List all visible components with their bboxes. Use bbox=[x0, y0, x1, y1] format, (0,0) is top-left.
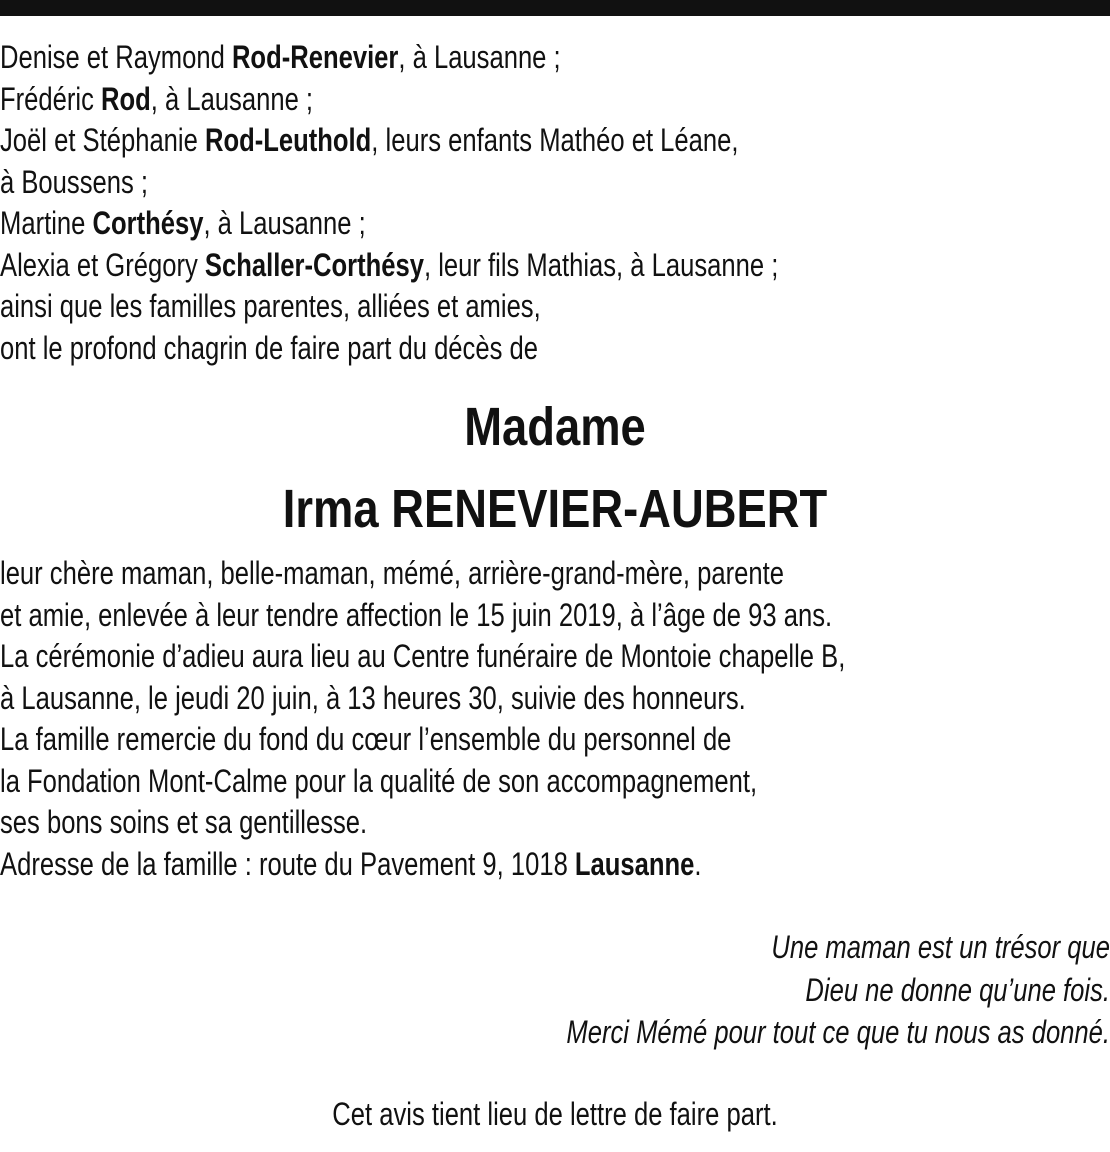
family-text: , leur fils Mathias, à Lausanne ; bbox=[423, 246, 779, 283]
details-line: la Fondation Mont-Calme pour la qualité de son accompagnement, bbox=[0, 762, 758, 799]
family-text: , à Lausanne ; bbox=[203, 205, 366, 241]
deceased-name: Irma RENEVIER-AUBERT bbox=[282, 479, 828, 539]
family-text: , à Lausanne ; bbox=[150, 80, 314, 117]
deceased-heading bbox=[0, 386, 1110, 550]
family-line: ont le profond chagrin de faire part du décès de bbox=[0, 329, 538, 366]
address-text: Adresse de la famille : route du Pavement 9, 1018 bbox=[0, 845, 575, 882]
notice-details bbox=[0, 553, 1110, 885]
deceased-title: Madame bbox=[464, 397, 646, 457]
family-surname: Corthésy bbox=[92, 205, 204, 241]
family-text: , à Lausanne ; bbox=[398, 39, 561, 75]
family-address-line bbox=[0, 844, 888, 886]
family-surname: Rod-Leuthold bbox=[204, 122, 372, 158]
family-text: , leurs enfants Mathéo et Léane, bbox=[371, 122, 739, 158]
family-line bbox=[0, 203, 888, 245]
quote-line: Merci Mémé pour tout ce que tu nous as donné. bbox=[566, 1014, 1110, 1050]
family-text: Frédéric bbox=[0, 80, 101, 117]
family-text: Alexia et Grégory bbox=[0, 246, 205, 283]
details-line: ses bons soins et sa gentillesse. bbox=[0, 804, 368, 840]
details-line: leur chère maman, belle-maman, mémé, arrière-grand-mère, parente bbox=[0, 555, 784, 591]
closing-note bbox=[0, 1092, 1110, 1136]
family-line: à Boussens ; bbox=[0, 163, 148, 200]
address-city: Lausanne bbox=[574, 845, 695, 882]
details-line: et amie, enlevée à leur tendre affection le 15 juin 2019, à l’âge de 93 ans. bbox=[0, 596, 833, 633]
family-surname: Rod-Renevier bbox=[231, 39, 399, 75]
family-surname: Rod bbox=[101, 80, 151, 117]
family-line bbox=[0, 120, 888, 162]
details-line: La famille remercie du fond du cœur l’ensemble du personnel de bbox=[0, 721, 732, 757]
family-text: Joël et Stéphanie bbox=[0, 122, 205, 158]
family-text: Martine bbox=[0, 205, 93, 241]
family-line bbox=[0, 79, 888, 121]
closing-text: Cet avis tient lieu de lettre de faire part. bbox=[332, 1096, 778, 1132]
address-text: . bbox=[694, 845, 702, 882]
family-surname: Schaller-Corthésy bbox=[204, 246, 424, 283]
quote-line: Dieu ne donne qu’une fois. bbox=[805, 971, 1110, 1008]
family-list bbox=[0, 37, 1110, 369]
family-line bbox=[0, 245, 888, 287]
details-line: à Lausanne, le jeudi 20 juin, à 13 heures 30, suivie des honneurs. bbox=[0, 679, 746, 716]
family-text: Denise et Raymond bbox=[0, 39, 232, 75]
top-border-rule bbox=[0, 0, 1110, 16]
quote-line: Une maman est un trésor que bbox=[771, 929, 1110, 965]
memorial-quote bbox=[0, 926, 1110, 1054]
family-line: ainsi que les familles parentes, alliées et amies, bbox=[0, 288, 541, 324]
family-line bbox=[0, 37, 888, 79]
details-line: La cérémonie d’adieu aura lieu au Centre funéraire de Montoie chapelle B, bbox=[0, 638, 846, 674]
